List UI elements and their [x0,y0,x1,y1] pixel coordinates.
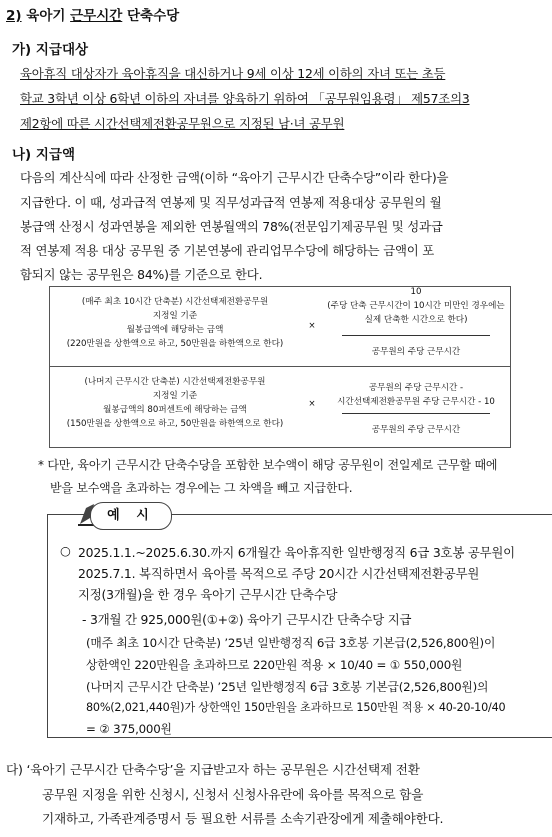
row2-left-line-2: 지정일 기준 [152,391,198,401]
example-line-3: 지정(3개월)을 한 경우 육아기 근무시간 단축수당 [78,587,338,602]
row1-num-line-1: (주당 단축 근무시간이 10시간 미만인 경우에는 [327,301,505,311]
row2-numerator [322,381,510,409]
example-tag: 예 시 [90,502,172,530]
example-sub: - 3개월 간 925,000원(①+②) 육아기 근무시간 단축수당 지급 [82,612,412,627]
calc-line-1: (매주 최초 10시간 단축분) ’25년 일반행정직 6급 3호봉 기본급(2,526,800원)이 [86,636,496,650]
target-line-2: 학교 3학년 이상 6학년 이하의 자녀를 양육하기 위하여 「공무원임용령」 제57조의3 [20,91,470,106]
row2-times: × [308,399,316,409]
amount-line-1: 다음의 계산식에 따라 산정한 금액(이하 “육아기 근무시간 단축수당”이라 한다)을 [20,170,449,185]
calc-line-5: = ② 375,000원 [86,722,172,736]
row1-left [50,295,300,351]
note-line-2: 받을 보수액을 초과하는 경우에는 그 차액을 빼고 지급한다. [50,481,353,495]
row2-fraction-bar [342,413,490,414]
section-title [6,4,179,24]
note-line-1: * 다만, 육아기 근무시간 단축수당을 포함한 보수액이 해당 공무원이 전일제로 근무할 때에 [38,458,498,472]
example-bullet: ○ [60,543,71,558]
section-number: 2) [6,8,22,24]
row1-left-line-1: (매주 최초 10시간 단축분) 시간선택제전환공무원 [81,297,269,307]
amount-line-3: 봉급액 산정시 성과연봉을 제외한 연봉월액의 78%(전문임기제공무원 및 성과급 [20,219,443,234]
row1-left-line-4: (220만원을 상한액으로 하고, 50만원을 하한액으로 한다) [66,339,284,349]
row2-denominator: 공무원의 주당 근무시간 [371,425,461,435]
row2-num-line-1: 공무원의 주당 근무시간 - [368,383,464,393]
amount-line-5: 함되지 않는 공무원은 84%)를 기준으로 한다. [20,267,263,282]
row2-left-line-3: 월봉급액의 80퍼센트에 해당하는 금액 [103,405,247,415]
row1-num-top: 10 [410,287,422,297]
row2-left-line-4: (150만원을 상한액으로 하고, 50만원을 하한액으로 한다) [66,419,284,429]
target-line-1: 육아휴직 대상자가 육아휴직을 대신하거나 9세 이상 12세 이하의 자녀 또는 초등 [20,66,446,81]
apply-line-3: 기재하고, 가족관계증명서 등 필요한 서류를 소속기관장에게 제출해야한다. [42,811,444,826]
table-divider [50,366,510,367]
row2-left-line-1: (나머지 근무시간 단축분) 시간선택제전환공무원 [84,377,266,387]
amount-line-2: 지급한다. 이 때, 성과급적 연봉제 및 직무성과급적 연봉제 적용대상 공무원의 월 [20,195,442,210]
row1-denominator: 공무원의 주당 근무시간 [371,347,461,357]
amount-line-4: 적 연봉제 적용 대상 공무원 중 기본연봉에 관리업무수당에 해당하는 금액이 포 [20,243,435,258]
example-line-2: 2025.7.1. 복직하면서 육아를 목적으로 주당 20시간 시간선택제전환공무원 [78,566,480,581]
calc-line-2: 상한액인 220만원을 초과하므로 220만원 적용 × 10/40 = ① 550,000원 [86,658,463,672]
row1-left-line-3: 월봉급액에 해당하는 금액 [126,325,224,335]
apply-line-1: 다) ‘육아기 근무시간 단축수당’을 지급받고자 하는 공무원은 시간선택제 전환 [6,762,420,777]
row2-left [50,375,300,431]
calc-line-3: (나머지 근무시간 단축분) ’25년 일반행정직 6급 3호봉 기본급(2,526,800원)의 [86,680,489,694]
row1-num-line-2: 실제 단축한 시간으로 한다) [364,315,468,325]
row1-times: × [308,321,316,331]
example-line-1: 2025.1.1.~2025.6.30.까지 6개월간 육아휴직한 일반행정직 6급 3호봉 공무원이 [78,545,515,560]
section-title-under: 근무시간 [70,8,123,24]
formula-table [49,286,511,448]
apply-line-2: 공무원 지정을 위한 신청시, 신청서 신청사유란에 육아를 목적으로 함을 [42,787,424,802]
calc-line-4: 80%(2,021,440원)가 상한액인 150만원을 초과하므로 150만원 적용 × 40-20-10/40 [86,701,506,714]
heading-target: 가) 지급대상 [12,42,89,58]
section-title-pre: 육아기 [26,8,71,24]
heading-amount: 나) 지급액 [12,147,76,163]
row1-fraction-bar [342,335,490,336]
section-title-post: 단축수당 [122,8,180,24]
row2-num-line-2: 시간선택제전환공무원 주당 근무시간 - 10 [337,397,495,407]
row1-left-line-2: 지정일 기준 [152,311,198,321]
target-line-3: 제2항에 따른 시간선택제전환공무원으로 지정된 남·녀 공무원 [20,116,345,131]
row1-numerator [322,285,510,327]
